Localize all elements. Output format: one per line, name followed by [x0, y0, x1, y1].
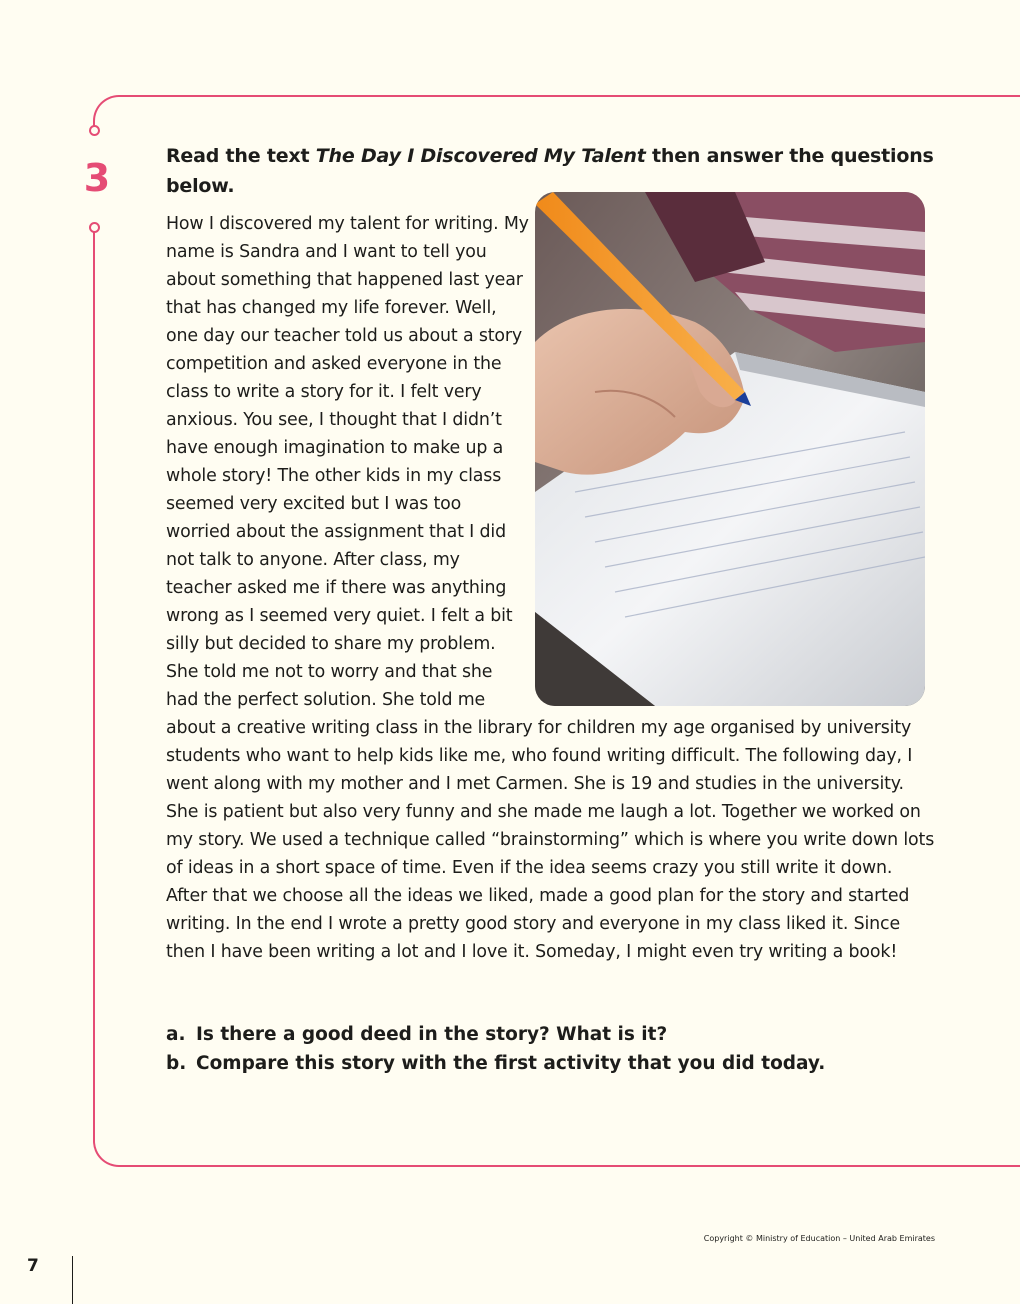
question-text: Compare this story with the first activity that you did today. [196, 1053, 826, 1074]
frame-ring-bottom [89, 222, 100, 233]
question-list [166, 1020, 946, 1078]
story-passage [166, 210, 936, 966]
instruction-suffix: then answer the questions below. [166, 145, 934, 197]
story-text: How I discovered my talent for writing. My name is Sandra and I want to tell you about something that happened last year that has changed my life forever. Well, one day our teacher told us about a story competition and asked everyone in the class to write a story for it. I felt very anxious. You see, I thought that I didn’t have enough imagination to make up a whole story! The other kids in my class seemed very excited but I was too worried about the assignment that I did not talk to anyone. After class, my teacher asked me if there was anything wrong as I seemed very quiet. I felt a bit silly but decided to share my problem. She told me not to worry and that she had the perfect solution. She told me about a creative writing class in the library for children my age organised by university students who want to help kids like me, who found writing difficult. The following day, I went along with my mother and I met Carmen. She is 19 and studies in the university. She is patient but also very funny and she made me laugh a lot. Together we worked on my story. We used a technique called “brainstorming” which is where you write down lots of ideas in a short space of time. Even if the idea seems crazy you still write it down. After that we choose all the ideas we liked, made a good plan for the story and started writing. In the end I wrote a pretty good story and everyone in my class liked it. Since then I have been writing a lot and I love it. Someday, I might even try writing a book! [166, 214, 935, 962]
question-text: Is there a good deed in the story? What is it? [196, 1024, 668, 1045]
writing-hand-photo [535, 192, 925, 706]
question-marker: a. [166, 1024, 186, 1045]
story-title: The Day I Discovered My Talent [315, 145, 646, 167]
frame-ring-top [89, 125, 100, 136]
question-marker: b. [166, 1053, 187, 1074]
page-number: 7 [27, 1256, 39, 1276]
activity-number: 3 [83, 156, 111, 200]
question-item [166, 1020, 946, 1049]
copyright-notice: Copyright © Ministry of Education – United Arab Emirates [703, 1234, 935, 1243]
page-number-divider [72, 1256, 73, 1304]
instruction-prefix: Read the text [166, 145, 316, 167]
question-item [166, 1049, 946, 1078]
writing-hand-illustration [535, 192, 925, 706]
